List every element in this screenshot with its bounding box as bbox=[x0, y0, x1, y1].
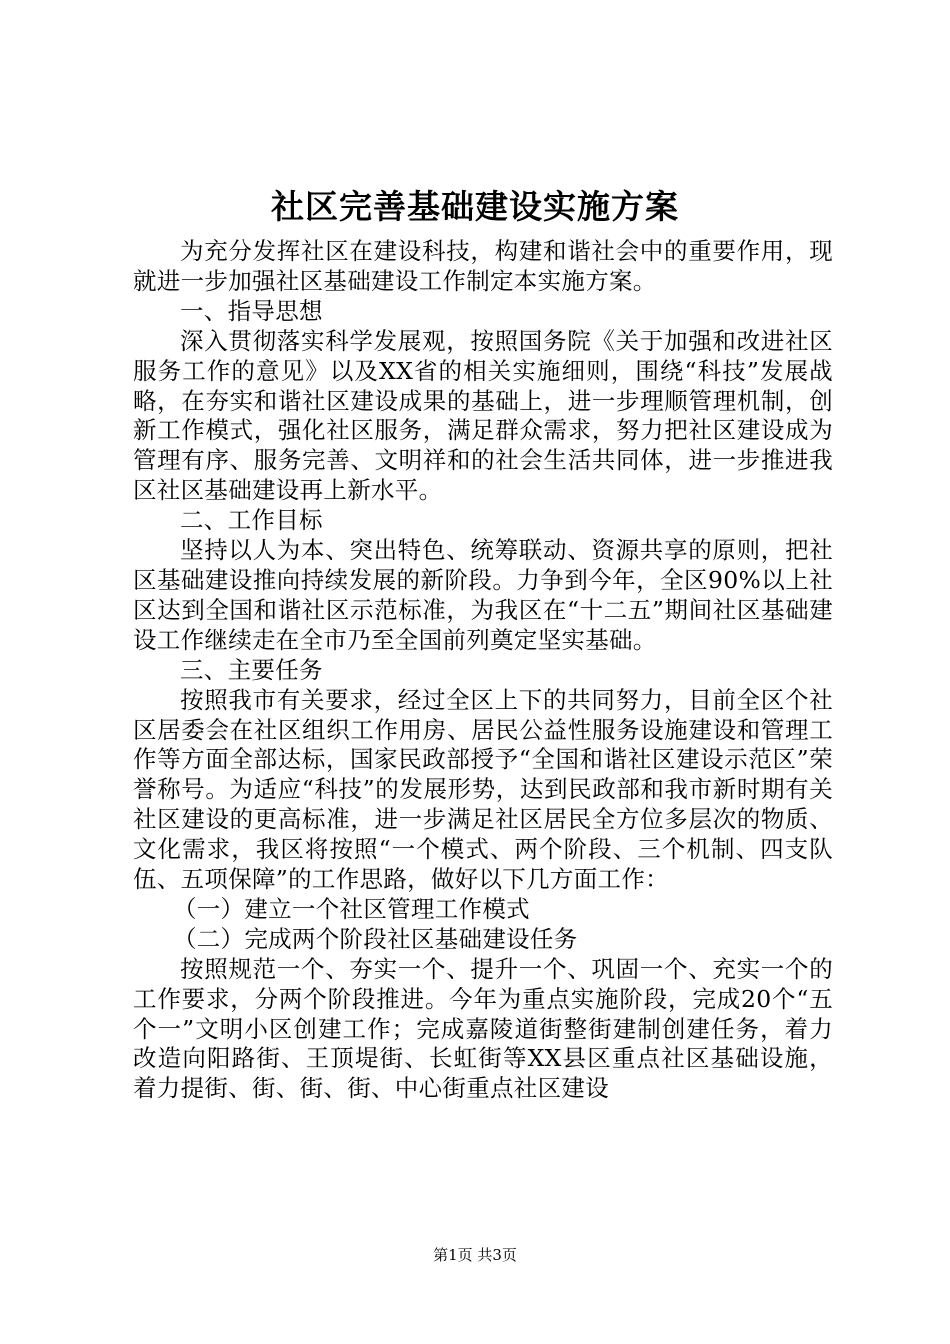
guiding-thought-paragraph: 深入贯彻落实科学发展观，按照国务院《关于加强和改进社区服务工作的意见》以及XX省的相关实施细则，围绕“科技”发展战略，在夯实和谐社区建设成果的基础上，进一步理顺管理机制，创新工作模式，强化社区服务，满足群众需求，努力把社区建设成为管理有序、服务完善、文明祥和的社会生活共同体，进一步推进我区社区基础建设再上新水平。 bbox=[133, 326, 833, 505]
intro-paragraph: 为充分发挥社区在建设科技，构建和谐社会中的重要作用，现就进一步加强社区基础建设工作制定本实施方案。 bbox=[133, 237, 833, 295]
main-tasks-paragraph: 按照我市有关要求，经过全区上下的共同努力，目前全区个社区居委会在社区组织工作用房、居民公益性服务设施建设和管理工作等方面全部达标，国家民政部授予“全国和谐社区建设示范区”荣誉称号。为适应“科技”的发展形势，达到民政部和我市新时期有关社区建设的更高标准，进一步满足社区居民全方位多层次的物质、文化需求，我区将按照“一个模式、两个阶段、三个机制、四支队伍、五项保障”的工作思路，做好以下几方面工作： bbox=[133, 685, 833, 894]
section-heading-guiding-thought: 一、指导思想 bbox=[180, 296, 323, 325]
document-title: 社区完善基础建设实施方案 bbox=[271, 187, 679, 226]
subsection-heading-2: （二）完成两个阶段社区基础建设任务 bbox=[172, 924, 578, 953]
section-heading-main-tasks: 三、主要任务 bbox=[180, 655, 323, 684]
subsection-heading-1: （一）建立一个社区管理工作模式 bbox=[172, 894, 530, 923]
section-heading-work-goals: 二、工作目标 bbox=[180, 506, 323, 535]
page-number-footer: 第1页 共3页 bbox=[433, 1246, 517, 1264]
work-goals-paragraph: 坚持以人为本、突出特色、统筹联动、资源共享的原则，把社区基础建设推向持续发展的新阶段。力争到今年，全区90%以上社区达到全国和谐社区示范标准，为我区在“十二五”期间社区基础建设工作继续走在全市乃至全国前列奠定坚实基础。 bbox=[133, 536, 833, 654]
two-stages-paragraph: 按照规范一个、夯实一个、提升一个、巩固一个、充实一个的工作要求，分两个阶段推进。今年为重点实施阶段，完成20个“五个一”文明小区创建工作；完成嘉陵道街整街建制创建任务，着力改造向阳路街、王顶堤街、长虹街等XX县区重点社区基础设施，着力提街、街、街、街、中心街重点社区建设 bbox=[133, 954, 833, 1103]
document-body bbox=[133, 237, 833, 1104]
